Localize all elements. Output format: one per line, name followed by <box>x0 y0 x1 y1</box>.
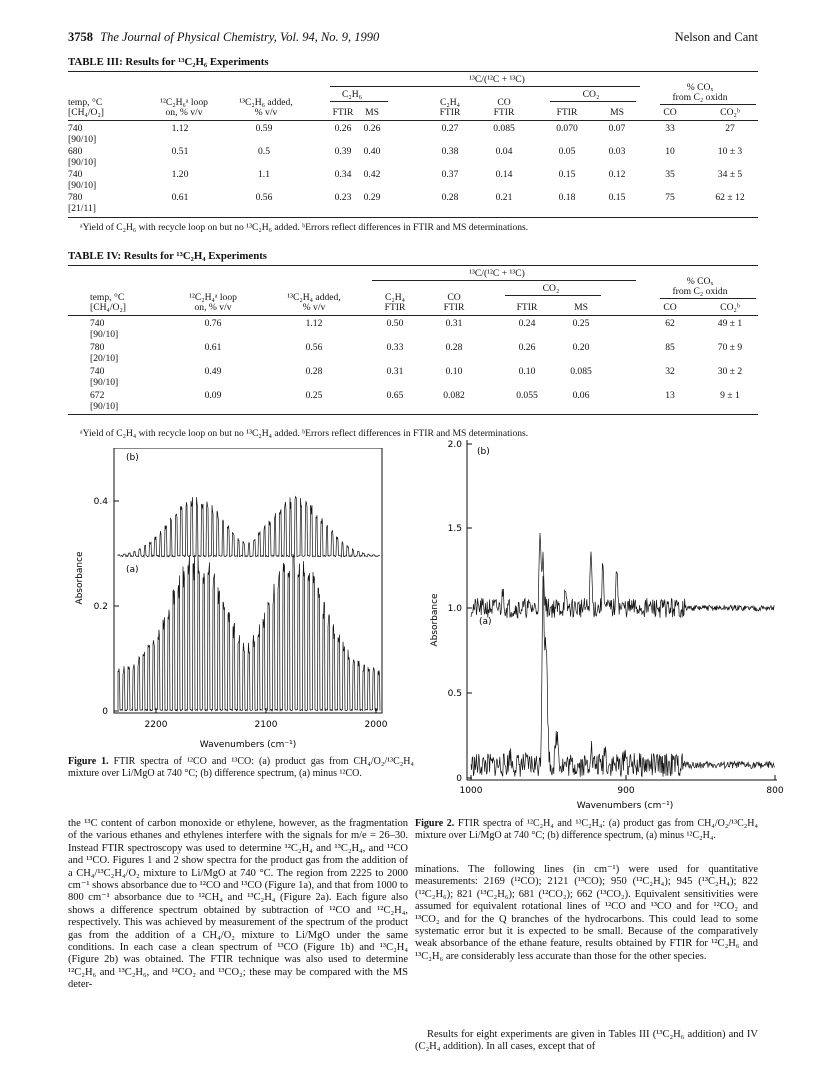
col-added: ¹³C₂H₄ added, <box>287 292 341 303</box>
cell-pct-co: 10 <box>665 146 675 157</box>
cell-co2-ms: 0.07 <box>608 123 626 134</box>
cell-added: 0.5 <box>258 146 270 157</box>
table-rule <box>660 298 756 299</box>
cell-pct-co2: 10 ± 3 <box>717 146 743 157</box>
table-rule <box>372 280 636 281</box>
col-co: CO <box>497 97 511 108</box>
cell-pct-co: 32 <box>665 366 675 377</box>
table-rule <box>505 295 601 296</box>
x-ticks <box>471 775 775 780</box>
cell-loop: 0.61 <box>204 342 222 353</box>
spectrum-trace-b <box>118 497 380 557</box>
x-tick-label: 2200 <box>144 720 168 730</box>
sub-ms: MS <box>610 107 624 118</box>
spectrum-trace-a <box>471 576 775 777</box>
cell-pct-co2: 49 ± 1 <box>717 318 743 329</box>
y-tick-label: 0.2 <box>93 602 108 612</box>
table-3-pct-sub: from C₂ oxidn <box>672 92 728 103</box>
col-ratio: [CH₄/O₂] <box>90 302 126 313</box>
x-tick-label: 2000 <box>364 720 388 730</box>
y-axis-label: Absorbance <box>75 551 85 605</box>
cell-added: 0.59 <box>255 123 273 134</box>
col-c2h4: C₂H₄ <box>439 97 461 108</box>
col-co2: CO₂ <box>542 283 560 294</box>
cell-ratio: [90/10] <box>90 377 119 388</box>
cell-ratio: [90/10] <box>90 329 119 340</box>
cell-co2-ftir: 0.24 <box>518 318 536 329</box>
y-ticks <box>467 444 472 778</box>
caption-label: Figure 2. <box>415 818 455 829</box>
col-loop: ¹²C₂H₆ᵃ loop <box>160 97 208 108</box>
cell-c2h6-ftir: 0.23 <box>334 192 352 203</box>
y-tick-label: 0.4 <box>93 497 108 507</box>
sub-ftir: FTIR <box>556 107 578 118</box>
trace-label-a: (a) <box>479 617 492 627</box>
journal-citation: The Journal of Physical Chemistry, Vol. 94, No. 9, 1990 <box>100 30 380 44</box>
cell-c2h4: 0.27 <box>441 123 459 134</box>
sub-co2: CO₂ᵇ <box>720 302 740 313</box>
figure-1 <box>68 448 414 758</box>
cell-co2-ms: 0.06 <box>572 390 590 401</box>
body-text-right-paragraph: Results for eight experiments are given in Tables III (¹³C₂H₆ addition) and IV (C₂H₄ addition). In all cases, except that of <box>415 1029 758 1053</box>
cell-added: 1.1 <box>258 169 270 180</box>
cell-co: 0.04 <box>495 146 513 157</box>
y-tick-label: 1.0 <box>447 604 462 614</box>
cell-temp: 740 <box>90 318 105 329</box>
x-axis-label: Wavenumbers (cm⁻¹) <box>199 740 297 750</box>
col-c2h6: C₂H₆ <box>341 89 363 100</box>
col-loop-unit: on, % v/v <box>194 302 232 313</box>
cell-co: 0.085 <box>493 123 515 134</box>
col-added: ¹³C₂H₆ added, <box>239 97 293 108</box>
cell-co: 0.31 <box>445 318 463 329</box>
y-tick-label: 2.0 <box>447 440 462 450</box>
cell-co: 0.10 <box>445 366 463 377</box>
caption-text: FTIR spectra of ¹²C₂H₄ and ¹³C₂H₄: (a) product gas from CH₄/O₂/¹³C₂H₄ mixture over Li/MgO at 740 °C; (b) difference spectrum, (a) minus ¹²C₂H₄. <box>415 818 759 841</box>
y-tick-label: 0.5 <box>447 689 462 699</box>
cell-temp: 740 <box>90 366 105 377</box>
cell-ratio: [90/10] <box>68 180 97 191</box>
body-text-right: minations. The following lines (in cm⁻¹) were used for quantitative measurements: 2169 (¹²CO); 2121 (¹³CO); 950 (¹²C₂H₄); 945 (¹³C₂H₄); 822 (¹²C₂H₆); 821 (¹³C₂H₆); 681 (¹²CO₂); 662 (¹³CO₂). Equivalent sensitivities were assumed for equivalent rotational lines of ¹²CO and ¹³CO and for ¹²CO₂ and ¹³CO₂ and for the Q branches of the hydrocarbons. This could lead to some systematic error but it is expected to be small. Because of the comparatively weak absorbance of the ethane feature, results obtained by FTIR for ¹²C₂H₆ and ¹³C₂H₆ are considerably less accurate than those for the other species. <box>415 864 758 962</box>
cell-loop: 0.51 <box>171 146 189 157</box>
table-3-title: TABLE III: Results for ¹³C₂H₆ Experiments <box>68 56 269 68</box>
y-tick-label: 1.5 <box>447 524 462 534</box>
cell-added: 0.28 <box>305 366 323 377</box>
body-text-left: the ¹³C content of carbon monoxide or ethylene, however, as the fragmentation of the various ethanes and ethylenes interfere with the signals for m/e = 26–30. Instead FTIR spectroscopy was used to determine ¹²C₂H₄ and ¹³C₂H₄, and ¹²CO and ¹³CO. Figures 1 and 2 show spectra for the product gas from the addition of a CH₄/¹³C₂H₄/O₂ mixture to Li/MgO at 740 °C. The region from 2225 to 2000 cm⁻¹ shows absorbance due to ¹²CO and ¹³CO (Figure 1a), and that from 1000 to 800 cm⁻¹ absorbance due to ¹²CH₄ and ¹³C₂H₄ (Figure 2a). Each figure also shows a difference spectrum obtained by subtraction of ¹²CO and ¹²C₂H₄, respectively. This was achieved by measurement of the spectrum of the product gas from the addition of a CH₄/O₂ mixture to Li/MgO under the same conditions. In each case a clean spectrum of ¹³CO (Figure 1b) and ¹³C₂H₄ (Figure 2b) was obtained. The FTIR technique was also used to determine ¹²C₂H₆ and ¹³C₂H₆, and ¹²CO₂ and ¹³CO₂; these may be compared with the MS deter- <box>68 818 408 991</box>
cell-c2h4: 0.50 <box>386 318 404 329</box>
page-number: 3758 <box>68 30 93 44</box>
cell-pct-co: 33 <box>665 123 675 134</box>
trace-label-b: (b) <box>126 453 139 463</box>
cell-co2-ms: 0.085 <box>570 366 592 377</box>
cell-pct-co: 62 <box>665 318 675 329</box>
col-temp: temp, °C <box>68 97 103 108</box>
figure-1-caption <box>68 756 414 779</box>
cell-co2-ftir: 0.15 <box>558 169 576 180</box>
cell-c2h6-ftir: 0.26 <box>334 123 352 134</box>
cell-co2-ftir: 0.070 <box>556 123 578 134</box>
cell-co: 0.28 <box>445 342 463 353</box>
sub-ftir: FTIR <box>493 107 515 118</box>
spectrum-trace-a <box>118 554 380 711</box>
cell-c2h4: 0.28 <box>441 192 459 203</box>
cell-temp: 780 <box>90 342 105 353</box>
cell-pct-co: 13 <box>665 390 675 401</box>
sub-co: CO <box>663 302 677 313</box>
sub-ftir: FTIR <box>439 107 461 118</box>
cell-loop: 1.20 <box>171 169 189 180</box>
cell-c2h4: 0.38 <box>441 146 459 157</box>
cell-co2-ms: 0.15 <box>608 192 626 203</box>
cell-c2h6-ftir: 0.34 <box>334 169 352 180</box>
cell-co2-ftir: 0.18 <box>558 192 576 203</box>
cell-co2-ftir: 0.10 <box>518 366 536 377</box>
table-rule <box>68 414 758 415</box>
cell-pct-co2: 70 ± 9 <box>717 342 743 353</box>
spectrum-trace-b <box>471 533 775 618</box>
cell-added: 0.25 <box>305 390 323 401</box>
cell-co2-ftir: 0.055 <box>516 390 538 401</box>
cell-c2h6-ftir: 0.39 <box>334 146 352 157</box>
table-4-title: TABLE IV: Results for ¹³C₂H₄ Experiments <box>68 250 268 262</box>
col-co: CO <box>447 292 461 303</box>
cell-ratio: [90/10] <box>68 157 97 168</box>
cell-pct-co2: 30 ± 2 <box>717 366 743 377</box>
table-4-group-header: ¹³C/(¹²C + ¹³C) <box>469 268 525 279</box>
x-tick-label: 2100 <box>254 720 278 730</box>
cell-ratio: [90/10] <box>68 134 97 145</box>
cell-temp: 740 <box>68 123 83 134</box>
table-3-group-header: ¹³C/(¹²C + ¹³C) <box>469 74 525 85</box>
cell-pct-co2: 34 ± 5 <box>717 169 743 180</box>
cell-loop: 0.49 <box>204 366 222 377</box>
cell-c2h6-ms: 0.29 <box>363 192 381 203</box>
cell-pct-co2: 62 ± 12 <box>715 192 745 203</box>
cell-loop: 0.61 <box>171 192 189 203</box>
x-tick-label: 1000 <box>459 786 483 796</box>
cell-ratio: [21/11] <box>68 203 96 214</box>
cell-co2-ms: 0.25 <box>572 318 590 329</box>
cell-temp: 680 <box>68 146 83 157</box>
cell-added: 1.12 <box>305 318 323 329</box>
cell-co: 0.082 <box>443 390 465 401</box>
cell-co2-ms: 0.12 <box>608 169 626 180</box>
figure-2-caption <box>415 818 758 841</box>
col-added-unit: % v/v <box>254 107 278 118</box>
cell-co2-ftir: 0.05 <box>558 146 576 157</box>
cell-pct-co: 35 <box>665 169 675 180</box>
table-4 <box>0 0 820 440</box>
table-4-pct-sub: from C₂ oxidn <box>672 286 728 297</box>
sub-ftir: FTIR <box>384 302 406 313</box>
x-tick-label: 800 <box>766 786 784 796</box>
cell-c2h4: 0.33 <box>386 342 404 353</box>
table-3-footnote: ᵃYield of C₂H₆ with recycle loop on but no ¹³C₂H₆ added. ᵇErrors reflect differences in FTIR and MS determinations. <box>80 222 529 233</box>
cell-pct-co2: 27 <box>725 123 735 134</box>
caption-text: FTIR spectra of ¹²CO and ¹³CO: (a) product gas from CH₄/O₂/¹³C₂H₄ mixture over Li/MgO at 740 °C; (b) difference spectrum, (a) minus ¹²CO. <box>68 756 414 779</box>
trace-label-a: (a) <box>126 565 139 575</box>
cell-co: 0.14 <box>495 169 513 180</box>
cell-co2-ms: 0.20 <box>572 342 590 353</box>
sub-co2: CO₂ᵇ <box>720 107 740 118</box>
table-4-footnote: ᵃYield of C₂H₄ with recycle loop on but no ¹³C₂H₄ added. ᵇErrors reflect differences in FTIR and MS determinations. <box>80 428 529 439</box>
sub-ftir: FTIR <box>332 107 354 118</box>
sub-ftir: FTIR <box>516 302 538 313</box>
cell-co2-ftir: 0.26 <box>518 342 536 353</box>
running-authors: Nelson and Cant <box>674 30 758 44</box>
cell-c2h6-ms: 0.26 <box>363 123 381 134</box>
cell-loop: 1.12 <box>171 123 189 134</box>
figure-2 <box>425 440 785 812</box>
cell-pct-co2: 9 ± 1 <box>720 390 740 401</box>
cell-temp: 672 <box>90 390 105 401</box>
x-axis-label: Wavenumbers (cm⁻¹) <box>576 801 674 811</box>
cell-ratio: [90/10] <box>90 401 119 412</box>
x-tick-label: 900 <box>617 786 635 796</box>
cell-co: 0.21 <box>495 192 513 203</box>
sub-co: CO <box>663 107 677 118</box>
y-tick-label: 0 <box>102 707 108 717</box>
cell-pct-co: 85 <box>665 342 675 353</box>
sub-ms: MS <box>365 107 379 118</box>
col-temp: temp, °C <box>90 292 125 303</box>
cell-c2h4: 0.37 <box>441 169 459 180</box>
table-3-pct-header: % COₓ <box>686 82 714 93</box>
y-axis-label: Absorbance <box>430 593 440 647</box>
cell-loop: 0.76 <box>204 318 222 329</box>
cell-added: 0.56 <box>305 342 323 353</box>
cell-pct-co: 75 <box>665 192 675 203</box>
sub-ms: MS <box>574 302 588 313</box>
cell-c2h6-ms: 0.42 <box>363 169 381 180</box>
cell-temp: 780 <box>68 192 83 203</box>
cell-co2-ms: 0.03 <box>608 146 626 157</box>
cell-temp: 740 <box>68 169 83 180</box>
cell-ratio: [20/10] <box>90 353 119 364</box>
cell-added: 0.56 <box>255 192 273 203</box>
col-loop: ¹²C₂H₄ᵃ loop <box>189 292 237 303</box>
table-rule <box>68 265 758 266</box>
col-c2h4: C₂H₄ <box>384 292 406 303</box>
cell-c2h4: 0.65 <box>386 390 404 401</box>
col-loop-unit: on, % v/v <box>165 107 203 118</box>
table-rule <box>68 315 758 316</box>
cell-c2h6-ms: 0.40 <box>363 146 381 157</box>
caption-label: Figure 1. <box>68 756 109 767</box>
table-4-pct-header: % COₓ <box>686 276 714 287</box>
trace-label-b: (b) <box>477 447 490 457</box>
cell-loop: 0.09 <box>204 390 222 401</box>
cell-c2h4: 0.31 <box>386 366 404 377</box>
col-ratio: [CH₄/O₂] <box>68 107 104 118</box>
col-co2: CO₂ <box>582 89 600 100</box>
col-added-unit: % v/v <box>302 302 326 313</box>
sub-ftir: FTIR <box>443 302 465 313</box>
y-tick-label: 0 <box>456 774 462 784</box>
